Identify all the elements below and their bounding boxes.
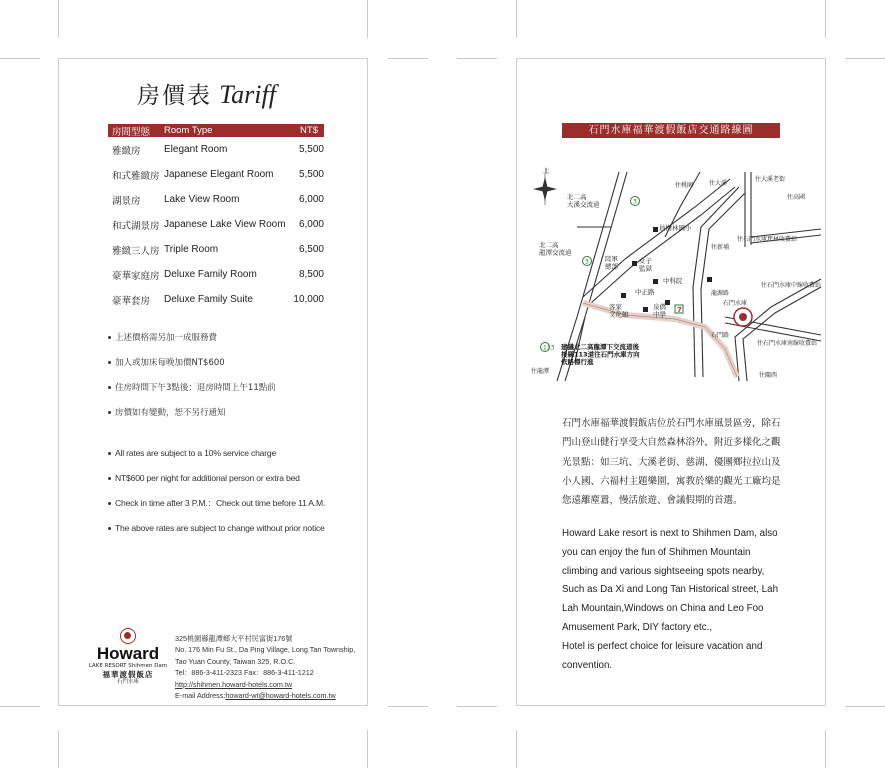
description-en-para: Howard Lake resort is next to Shihmen Dam, also you can enjoy the fun of Shihmen Mountain climbing and various sightseeing spots nearby, Such as Da Xi and Long Tan Historical street, Lah Lah Mountain,Windows on China and Leo Foo Amusement Park, DIY factory etc., (562, 528, 779, 633)
note-text: 加人或加床每晚加價NT$600 (115, 358, 225, 368)
description-en-para: Hotel is perfect choice for leisure vacation and convention. (562, 640, 763, 671)
table-row (108, 287, 324, 312)
note-text: NT$600 per night for additional person or extra bed (115, 473, 300, 483)
room-price: 6,000 (298, 194, 324, 205)
map-label: 龍源路 (711, 290, 730, 297)
room-type-zh: 豪華家庭房 (112, 270, 160, 282)
hotel-logo (87, 628, 169, 686)
landmark-marker (621, 293, 626, 298)
header-type-zh: 房間型態 (112, 126, 151, 138)
map-label: 往石門水庫坪林收費站 (737, 236, 798, 243)
road-shield-label: 3 (633, 198, 637, 206)
crop-mark (825, 730, 826, 768)
room-price: 5,500 (298, 169, 324, 180)
table-row (108, 212, 324, 237)
header-price: NT$ (300, 125, 318, 136)
crop-mark (845, 58, 885, 59)
address-line1: No. 176 Min Fu St., Da Ping Village, Long Tan Township, (175, 645, 356, 655)
tariff-title-zh: 房價表 (137, 83, 212, 109)
crop-mark (516, 730, 517, 768)
email-label: E-mail Address: (175, 691, 226, 701)
map-directions-note: 建議北二高龍潭下交流道後接縣113道往石門水庫方向依路標行進 (561, 343, 640, 366)
map-label: 泉僑中學 (653, 303, 666, 319)
map-panel (516, 58, 826, 706)
route-map (525, 167, 823, 385)
room-type-en: Japanese Elegant Room (164, 169, 274, 180)
note-text: All rates are subject to a 10% service charge (115, 448, 277, 458)
map-label: 中正路 (635, 288, 655, 296)
map-label: 中科院 (663, 277, 683, 285)
room-type-zh: 雅緻房 (112, 145, 141, 157)
map-label: 陸軍總部 (605, 255, 618, 271)
map-title: 石門水庫福華渡假飯店交通路線圖 (562, 123, 780, 138)
crop-mark (367, 730, 368, 768)
table-row (108, 262, 324, 287)
landmark-marker (632, 261, 637, 266)
note-text: 房價如有變動，恕不另行通知 (115, 408, 226, 418)
email-line (175, 690, 355, 701)
note-text: Check in time after 3 P.M.：Check out time before 11 A.M. (115, 498, 326, 508)
logo-mark-icon (120, 628, 136, 644)
list-item (108, 447, 325, 472)
bullet-icon (108, 527, 111, 530)
tariff-title (137, 77, 276, 110)
map-label: 石門水庫 (723, 300, 748, 307)
hotel-marker-dot (739, 313, 747, 321)
room-type-en: Elegant Room (164, 144, 228, 155)
table-row (108, 237, 324, 262)
table-row (108, 162, 324, 187)
landmark-marker (707, 277, 712, 282)
landmark-marker (643, 307, 648, 312)
email-link[interactable]: howard-wt@howard-hotels.com.tw (225, 691, 336, 701)
room-type-en: Deluxe Family Room (164, 269, 257, 280)
list-item (108, 522, 325, 547)
bullet-icon (108, 411, 111, 414)
crop-mark (0, 706, 40, 707)
crop-mark (516, 0, 517, 38)
map-label: 石門路 (711, 332, 730, 339)
table-row (108, 137, 324, 162)
crop-mark (388, 58, 428, 59)
bullet-icon (108, 361, 111, 364)
map-label: 女子監獄 (639, 257, 652, 273)
notes-zh (108, 332, 276, 432)
crop-mark (367, 0, 368, 38)
bullet-icon (108, 477, 111, 480)
list-item (108, 382, 276, 407)
list-item (108, 497, 325, 522)
logo-subtitle: LAKE RESORT Shihmen Dam (88, 663, 168, 669)
map-label: 往新埔 (711, 244, 730, 251)
address-zh: 325桃園縣龍潭鄉大平村民富街176號 (175, 634, 293, 643)
crop-mark (457, 706, 497, 707)
header-type-en: Room Type (164, 125, 213, 136)
room-type-zh: 豪華套房 (112, 295, 151, 307)
landmark-marker (653, 279, 658, 284)
room-type-zh: 雅緻三人房 (112, 245, 160, 257)
map-label: 往龍潭 (531, 368, 550, 375)
room-type-en: Deluxe Family Suite (164, 294, 253, 305)
room-type-en: Lake View Room (164, 194, 240, 205)
address-block (175, 633, 355, 701)
map-label: 北二高龍潭交流道 (539, 241, 572, 257)
tariff-title-en: Tariff (219, 80, 276, 109)
room-price: 10,000 (293, 294, 324, 305)
room-type-zh: 和式雅緻房 (112, 170, 160, 182)
store-label: 7 (677, 306, 682, 314)
logo-location-zh: 石門水庫 (116, 679, 139, 685)
website-link[interactable]: http://shihmen.howard-hotels.com.tw (175, 679, 293, 689)
description-en (562, 525, 784, 675)
room-type-zh: 湖景房 (112, 195, 141, 207)
room-type-zh: 和式湖景房 (112, 220, 160, 232)
logo-name: Howard (96, 644, 160, 663)
road-shield-label: 3 (585, 258, 589, 266)
compass-icon (533, 173, 557, 205)
bullet-icon (108, 336, 111, 339)
table-row (108, 187, 324, 212)
list-item (108, 407, 276, 432)
map-label: 往石門水庫南線收費站 (757, 340, 818, 347)
bullet-icon (108, 502, 111, 505)
map-label: 往關西 (759, 372, 778, 379)
map-label: 北二高大溪交流道 (567, 193, 600, 209)
address-line2: Tao Yuan County, Taiwan 325, R.O.C. (175, 656, 296, 666)
bullet-icon (108, 386, 111, 389)
bullet-icon (108, 452, 111, 455)
description-zh: 石門水庫福華渡假飯店位於石門水庫風景區旁，除石門山登山健行享受大自然森林浴外，附近多樣化之觀光景點：如三坑、大溪老街、慈湖、優團鄉拉拉山及小人國、六福村主題樂園，寓教於樂的觀光工廠均是您遠離塵囂，慢活旅遊、會議假期的首選。 (562, 418, 781, 507)
map-label: 員樹林國小 (659, 224, 692, 232)
crop-mark (58, 730, 59, 768)
map-label: 往桃園 (675, 182, 694, 189)
room-price: 6,000 (298, 219, 324, 230)
rate-table (108, 124, 324, 312)
list-item (108, 332, 276, 357)
tariff-panel (58, 58, 368, 706)
crop-mark (58, 0, 59, 38)
map-label: 往高國 (787, 194, 806, 201)
compass-label: 北 (543, 168, 550, 175)
rate-table-header (108, 124, 324, 137)
crop-mark (845, 706, 885, 707)
room-type-en: Triple Room (164, 244, 219, 255)
map-label: 往大溪老街 (755, 176, 786, 183)
landmark-marker (653, 227, 658, 232)
room-type-en: Japanese Lake View Room (164, 219, 286, 230)
crop-mark (0, 58, 40, 59)
road-shield-label: 113 (543, 344, 555, 352)
phone-fax: Tel：886-3-411-2323 Fax：886-3-411-1212 (175, 668, 314, 678)
note-text: 住房時間下午3點後：退房時間上午11點前 (115, 383, 276, 393)
room-price: 5,500 (298, 144, 324, 155)
note-text: 上述價格需另加一成服務費 (115, 333, 218, 343)
note-text: The above rates are subject to change without prior notice (115, 523, 325, 533)
crop-mark (388, 706, 428, 707)
crop-mark (825, 0, 826, 38)
map-label: 客家文化館 (609, 303, 629, 319)
map-label: 往石門水庫中線收費站 (761, 282, 822, 289)
room-price: 6,500 (298, 244, 324, 255)
map-label: 往大溪 (709, 180, 728, 187)
list-item (108, 357, 276, 382)
notes-en (108, 447, 325, 547)
list-item (108, 472, 325, 497)
room-price: 8,500 (298, 269, 324, 280)
logo-name-zh: 福華渡假飯店 (102, 670, 154, 679)
crop-mark (457, 58, 497, 59)
